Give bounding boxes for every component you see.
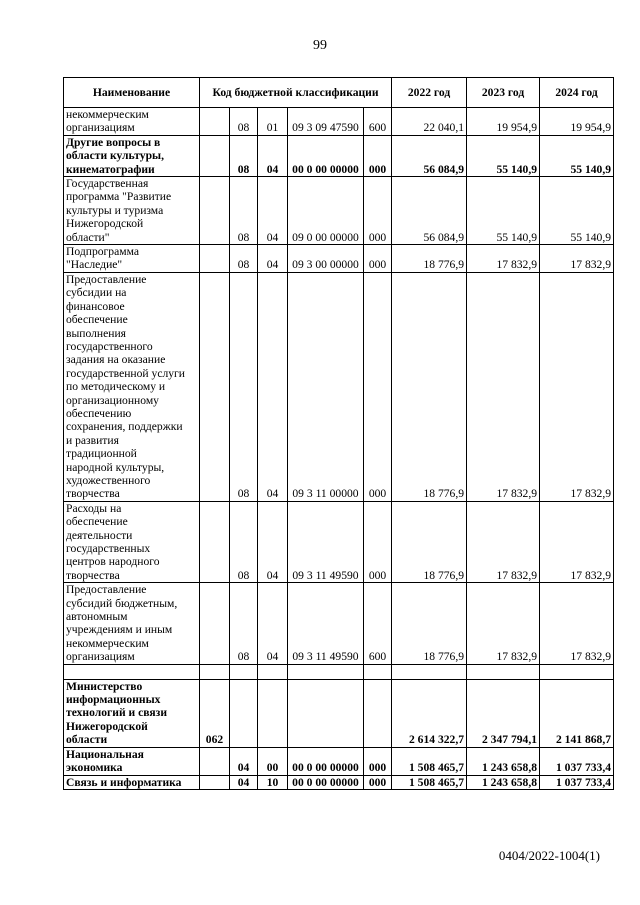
row-vr: 000 bbox=[364, 245, 392, 273]
row-grbs bbox=[200, 747, 230, 775]
row-grbs bbox=[200, 135, 230, 176]
row-csr: 00 0 00 00000 bbox=[288, 747, 364, 775]
row-rz: 08 bbox=[230, 272, 258, 501]
header-2024: 2024 год bbox=[540, 78, 614, 108]
table-row bbox=[64, 775, 614, 789]
row-2022: 18 776,9 bbox=[392, 245, 467, 273]
budget-table bbox=[63, 77, 614, 790]
row-name: Предоставление субсидии на финансовое обеспечение выполнения государственного задания на оказание государственной услуги по методическому и организационному обеспечению сохранения, поддержки и развития традиционной народной культуры, художественного творчества bbox=[64, 272, 200, 501]
row-vr: 600 bbox=[364, 583, 392, 664]
row-pr: 04 bbox=[258, 177, 288, 245]
row-2023 bbox=[467, 664, 540, 679]
row-csr: 09 0 00 00000 bbox=[288, 177, 364, 245]
row-2023: 17 832,9 bbox=[467, 272, 540, 501]
row-name: Министерство информационных технологий и связи Нижегородской области bbox=[64, 679, 200, 747]
row-vr bbox=[364, 679, 392, 747]
row-grbs bbox=[200, 664, 230, 679]
header-2023: 2023 год bbox=[467, 78, 540, 108]
row-2022: 18 776,9 bbox=[392, 583, 467, 664]
row-csr: 00 0 00 00000 bbox=[288, 135, 364, 176]
row-rz: 04 bbox=[230, 775, 258, 789]
row-2024: 17 832,9 bbox=[540, 583, 614, 664]
header-name: Наименование bbox=[64, 78, 200, 108]
row-name: Расходы на обеспечение деятельности государственных центров народного творчества bbox=[64, 501, 200, 582]
header-2022: 2022 год bbox=[392, 78, 467, 108]
row-csr: 09 3 00 00000 bbox=[288, 245, 364, 273]
table-row bbox=[64, 135, 614, 176]
row-name: Другие вопросы в области культуры, кинематографии bbox=[64, 135, 200, 176]
row-vr: 000 bbox=[364, 135, 392, 176]
row-pr: 04 bbox=[258, 583, 288, 664]
row-csr: 00 0 00 00000 bbox=[288, 775, 364, 789]
row-csr: 09 3 09 47590 bbox=[288, 108, 364, 136]
table-row-empty bbox=[64, 664, 614, 679]
row-2022: 1 508 465,7 bbox=[392, 775, 467, 789]
row-2024: 55 140,9 bbox=[540, 135, 614, 176]
row-grbs: 062 bbox=[200, 679, 230, 747]
table-row bbox=[64, 245, 614, 273]
row-vr: 000 bbox=[364, 177, 392, 245]
row-grbs bbox=[200, 272, 230, 501]
row-vr: 000 bbox=[364, 501, 392, 582]
row-name: Национальная экономика bbox=[64, 747, 200, 775]
table-row bbox=[64, 108, 614, 136]
row-2023: 1 243 658,8 bbox=[467, 775, 540, 789]
row-grbs bbox=[200, 583, 230, 664]
row-grbs bbox=[200, 177, 230, 245]
row-pr bbox=[258, 679, 288, 747]
row-grbs bbox=[200, 108, 230, 136]
row-2024: 17 832,9 bbox=[540, 245, 614, 273]
row-pr: 04 bbox=[258, 272, 288, 501]
row-csr: 09 3 11 00000 bbox=[288, 272, 364, 501]
row-2024: 55 140,9 bbox=[540, 177, 614, 245]
row-pr: 00 bbox=[258, 747, 288, 775]
row-csr: 09 3 11 49590 bbox=[288, 501, 364, 582]
row-rz: 08 bbox=[230, 245, 258, 273]
row-2024: 2 141 868,7 bbox=[540, 679, 614, 747]
row-vr: 000 bbox=[364, 775, 392, 789]
document-code: 0404/2022-1004(1) bbox=[498, 848, 600, 863]
row-2022: 18 776,9 bbox=[392, 501, 467, 582]
row-2022: 56 084,9 bbox=[392, 135, 467, 176]
row-csr: 09 3 11 49590 bbox=[288, 583, 364, 664]
row-name: Предоставление субсидий бюджетным, автономным учреждениям и иным некоммерческим организациям bbox=[64, 583, 200, 664]
row-rz: 08 bbox=[230, 501, 258, 582]
row-name bbox=[64, 664, 200, 679]
row-2023: 55 140,9 bbox=[467, 177, 540, 245]
row-rz: 08 bbox=[230, 135, 258, 176]
row-2023: 55 140,9 bbox=[467, 135, 540, 176]
row-rz bbox=[230, 679, 258, 747]
row-name: Подпрограмма "Наследие" bbox=[64, 245, 200, 273]
row-name: Связь и информатика bbox=[64, 775, 200, 789]
row-csr bbox=[288, 679, 364, 747]
row-2022: 1 508 465,7 bbox=[392, 747, 467, 775]
row-2024: 1 037 733,4 bbox=[540, 775, 614, 789]
row-2023: 19 954,9 bbox=[467, 108, 540, 136]
row-vr: 000 bbox=[364, 747, 392, 775]
row-2024: 17 832,9 bbox=[540, 501, 614, 582]
row-grbs bbox=[200, 245, 230, 273]
row-2022: 22 040,1 bbox=[392, 108, 467, 136]
row-2022: 2 614 322,7 bbox=[392, 679, 467, 747]
page-number: 99 bbox=[313, 38, 327, 53]
table-row bbox=[64, 272, 614, 501]
row-pr: 04 bbox=[258, 245, 288, 273]
row-2023: 17 832,9 bbox=[467, 501, 540, 582]
row-pr: 10 bbox=[258, 775, 288, 789]
row-pr bbox=[258, 664, 288, 679]
table-header-row bbox=[64, 78, 614, 108]
header-budget-code: Код бюджетной классификации bbox=[200, 78, 392, 108]
row-pr: 01 bbox=[258, 108, 288, 136]
row-name: Государственная программа "Развитие культуры и туризма Нижегородской области" bbox=[64, 177, 200, 245]
row-rz: 08 bbox=[230, 583, 258, 664]
row-rz: 04 bbox=[230, 747, 258, 775]
row-csr bbox=[288, 664, 364, 679]
row-2023: 17 832,9 bbox=[467, 245, 540, 273]
row-rz: 08 bbox=[230, 177, 258, 245]
row-rz: 08 bbox=[230, 108, 258, 136]
table-body bbox=[64, 108, 614, 790]
table-row bbox=[64, 679, 614, 747]
row-grbs bbox=[200, 775, 230, 789]
table-row bbox=[64, 583, 614, 664]
table-row bbox=[64, 501, 614, 582]
row-2023: 1 243 658,8 bbox=[467, 747, 540, 775]
row-vr: 600 bbox=[364, 108, 392, 136]
row-2022 bbox=[392, 664, 467, 679]
row-2023: 17 832,9 bbox=[467, 583, 540, 664]
row-name: некоммерческим организациям bbox=[64, 108, 200, 136]
table-row bbox=[64, 747, 614, 775]
row-2022: 56 084,9 bbox=[392, 177, 467, 245]
table-row bbox=[64, 177, 614, 245]
row-pr: 04 bbox=[258, 135, 288, 176]
row-2024: 19 954,9 bbox=[540, 108, 614, 136]
row-pr: 04 bbox=[258, 501, 288, 582]
row-2022: 18 776,9 bbox=[392, 272, 467, 501]
row-2024: 17 832,9 bbox=[540, 272, 614, 501]
row-2024 bbox=[540, 664, 614, 679]
row-vr bbox=[364, 664, 392, 679]
row-grbs bbox=[200, 501, 230, 582]
row-2023: 2 347 794,1 bbox=[467, 679, 540, 747]
row-vr: 000 bbox=[364, 272, 392, 501]
row-2024: 1 037 733,4 bbox=[540, 747, 614, 775]
row-rz bbox=[230, 664, 258, 679]
